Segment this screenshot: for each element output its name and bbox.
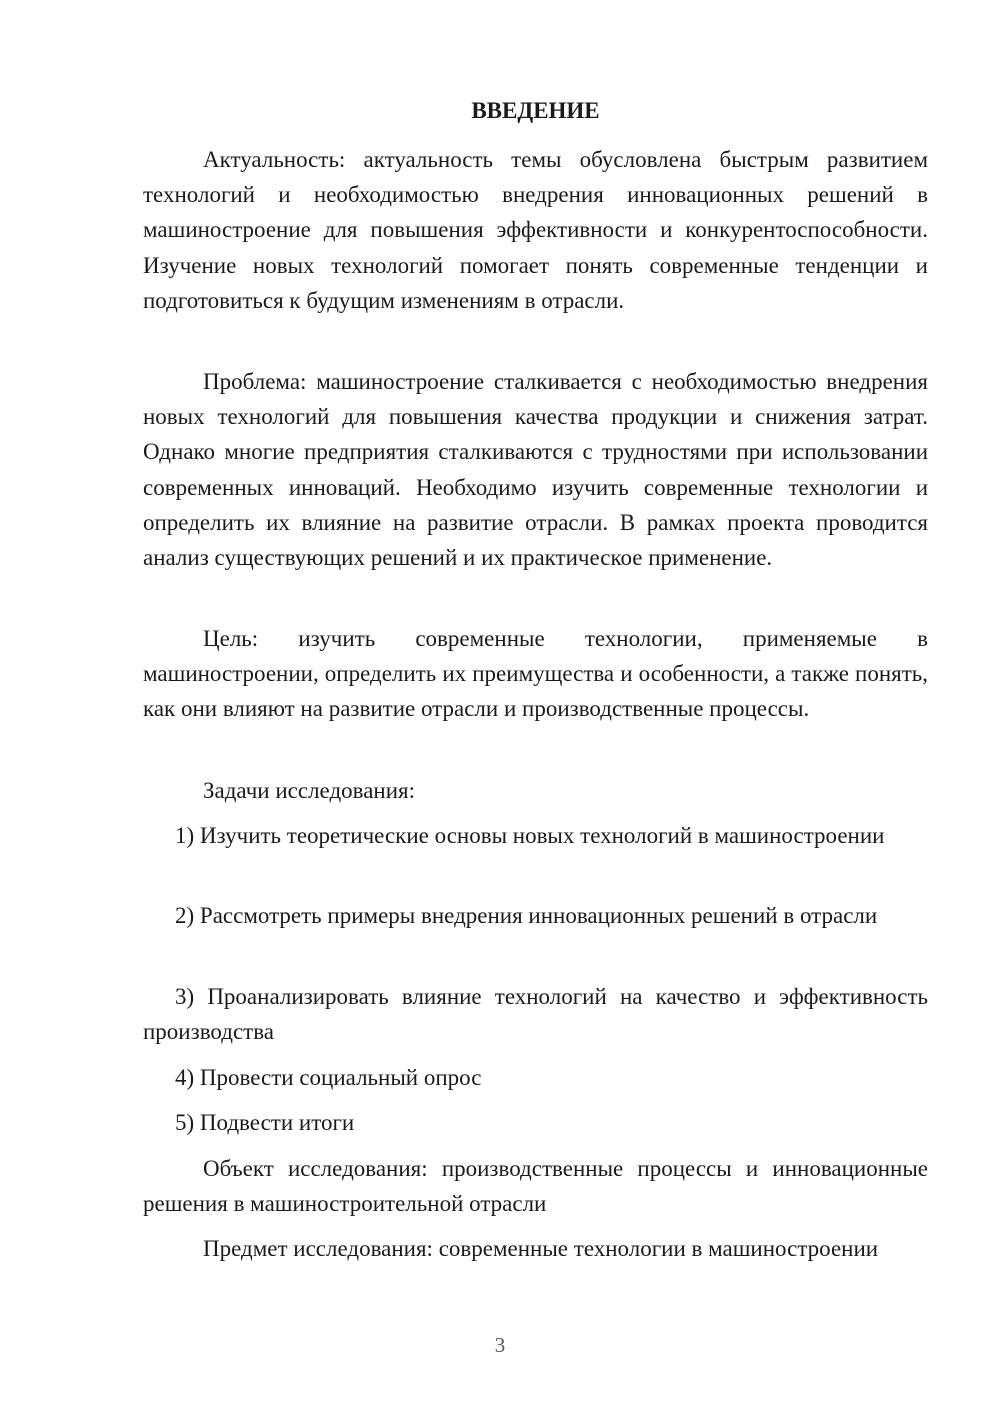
paragraph-subject: Предмет исследования: современные технологии в машиностроении xyxy=(203,1236,879,1261)
paragraph-object: Объект исследования: производственные процессы и инновационные решения в машиностроительной отрасли xyxy=(143,1156,928,1217)
paragraph-problem: Проблема: машиностроение сталкивается с необходимостью внедрения новых технологий для повышения качества продукции и снижения затрат. Однако многие предприятия сталкиваются с трудностями при использовании современных инноваций. Необходимо изучить современные технологии и определить их влияние на развитие отрасли. В рамках проекта проводится анализ существующих решений и их практическое применение. xyxy=(143,369,928,571)
document-page xyxy=(143,0,928,1414)
task-item-3: 3) Проанализировать влияние технологий на качество и эффективность производства xyxy=(143,984,928,1045)
paragraph-tasks-heading: Задачи исследования: xyxy=(203,778,416,803)
section-title: ВВЕДЕНИЕ xyxy=(471,98,600,123)
task-item-1: 1) Изучить теоретические основы новых технологий в машиностроении xyxy=(175,823,885,848)
paragraph-relevance: Актуальность: актуальность темы обусловлена быстрым развитием технологий и необходимостью внедрения инновационных решений в машиностроение для повышения эффективности и конкурентоспособности. Изучение новых технологий помогает понять современные тенденции и подготовиться к будущим изменениям в отрасли. xyxy=(143,147,928,313)
paragraph-goal: Цель: изучить современные технологии, применяемые в машиностроении, определить их преимущества и особенности, а также понять, как они влияют на развитие отрасли и производственные процессы. xyxy=(143,626,928,722)
task-item-2: 2) Рассмотреть примеры внедрения инновационных решений в отрасли xyxy=(175,903,878,928)
task-item-5: 5) Подвести итоги xyxy=(175,1110,355,1135)
task-item-4: 4) Провести социальный опрос xyxy=(175,1065,482,1090)
page-number: 3 xyxy=(494,1333,506,1357)
